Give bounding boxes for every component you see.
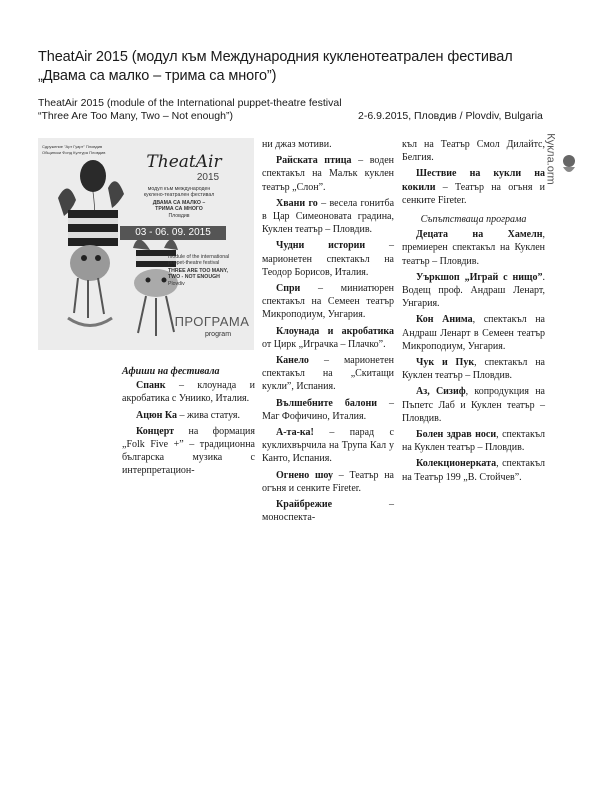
poster-org-1: Сдружение "Арт Гуарт" Пловдив <box>42 144 103 149</box>
paragraph: ни джаз мотиви. <box>262 139 332 150</box>
poster-bg-line-2: кукленo-театрален фестивал <box>143 192 215 198</box>
event-description: . Водещ проф. Андраш Ленарт, Унгария. <box>402 271 545 310</box>
event-name: Децата на Хамелн <box>416 229 543 241</box>
section-heading-side-program: Съпътстваща програма <box>420 214 527 226</box>
paragraph <box>262 197 394 237</box>
event-name: Клоунада и акробатика <box>276 325 394 337</box>
event-name: Концерт <box>136 425 175 437</box>
event-name: Райската птица <box>276 155 352 167</box>
event-name: А-та-ка! <box>276 427 314 439</box>
paragraph <box>122 379 255 405</box>
event-description: , спектакъл на Театър 199 „В. Стойчев”. <box>402 458 545 483</box>
text-column-2 <box>262 138 394 527</box>
event-name: Кон Анима <box>416 314 473 326</box>
event-description: – Театър на огъня и сенките Fireter. <box>262 469 394 494</box>
paragraph <box>262 282 394 322</box>
event-description: на формация „Folk Five +” – традиционна българска музика с интерпретацион- <box>122 425 255 477</box>
event-name: Крайбрежие <box>276 499 333 511</box>
paragraph <box>402 457 545 483</box>
event-description: – жива статуя. <box>177 409 241 421</box>
event-name: Спри <box>276 283 301 295</box>
paragraph <box>122 409 255 422</box>
event-description: – клоунада и акробатика с Униико, Италия. <box>122 380 255 405</box>
event-name: Хвани го <box>276 197 318 209</box>
paragraph <box>262 498 394 524</box>
logo-text: Кукла.orm <box>544 133 557 185</box>
poster-bg-line-1: модул към международен <box>147 186 211 192</box>
poster-program-bg: ПРОГРАМА <box>174 314 250 329</box>
event-name: Вълшебните балони <box>276 397 378 409</box>
paragraph <box>402 167 545 207</box>
poster-bg-line-5: Пловдив <box>168 213 190 219</box>
paragraph <box>402 428 545 454</box>
poster-date: 03 - 06. 09. 2015 <box>120 226 226 240</box>
magazine-logo <box>544 113 583 223</box>
poster-program-en: program <box>204 331 232 338</box>
dateline: 2-6.9.2015, Пловдив / Plovdiv, Bulgaria <box>358 110 543 122</box>
event-name: Колекционерката <box>416 458 497 470</box>
event-name: Шествие на кукли на кокили <box>402 168 545 193</box>
paragraph <box>122 425 255 478</box>
paragraph <box>262 426 394 466</box>
event-description: – Театър на огъня и сенките Fireter. <box>402 181 545 206</box>
paragraph <box>262 239 394 279</box>
event-name: Аз, Сизиф <box>416 386 466 398</box>
event-name: Огнено шоу <box>276 469 334 481</box>
event-name: Чук и Пук <box>416 357 475 369</box>
section-heading-posters: Афиши на фестивала <box>122 366 220 377</box>
paragraph <box>402 385 545 425</box>
paragraph <box>402 356 545 382</box>
poster-en-line-3: THREE ARE TOO MANY, <box>168 268 228 274</box>
paragraph <box>262 154 394 194</box>
event-description: – марионетен спектакъл на „Скитащи кукли”, Испания. <box>262 355 394 393</box>
event-name: Чудни истории <box>276 240 366 252</box>
event-description: – марионетен спектакъл на Теодор Борисов, Италия. <box>262 240 395 278</box>
poster-brand: TheatAir <box>146 152 222 172</box>
event-name: Спанк <box>136 380 166 392</box>
event-description: от Цирк „Игрaчка – Плачко”. <box>262 338 386 350</box>
text-column-3 <box>402 138 545 487</box>
poster-bg-line-4: ТРИМА СА МНОГО <box>155 206 203 212</box>
poster-en-line-4: TWO - NOT ENOUGH <box>168 274 220 280</box>
text-column-1 <box>122 365 255 481</box>
event-description: – весела гонитба в Цар Симеоновата градина, Куклен театър – Пловдив. <box>262 197 395 236</box>
event-description: – парад с куклихвърчила на Трупа Кал у Канто, Испания. <box>262 427 394 465</box>
article-title: TheatAir 2015 (модул към Международния кукленотеатрален фестивал „Двама са малко – трима са много”) <box>38 49 513 84</box>
event-description: , копродукция на Пъпетс Лаб и Куклен театър – Пловдив. <box>402 386 545 424</box>
event-description: , премиерен спектакъл на Куклен театър – Пловдив. <box>402 229 545 267</box>
event-description: – моноспекта- <box>262 499 394 524</box>
poster-bg-line-3: ДВАМА СА МАЛКО – <box>152 200 206 206</box>
event-name: Уъркшоп „Играй с нищо” <box>416 271 543 283</box>
event-description: – Маг Фофичино, Италия. <box>262 397 394 422</box>
event-description: , спектакъл на Андраш Ленарт в Семеен театър Микроподиум, Унгария. <box>402 314 545 352</box>
event-name: Болен здрав носи <box>416 429 497 441</box>
event-name: Канело <box>276 355 309 367</box>
event-description: – воден спектакъл на Малък куклен театър „Слон”. <box>262 155 394 193</box>
poster-en-line-5: Plovdiv <box>168 281 185 287</box>
poster-en-line-2: puppet-theatre festival <box>168 260 220 266</box>
event-name: Ацюн Ка <box>136 409 178 421</box>
poster-org-2: Общински Фонд Култура Пловдив <box>42 150 106 155</box>
paragraph <box>262 469 394 495</box>
event-description: , спектакъл на Куклен театър – Пловдив. <box>402 429 545 454</box>
paragraph: къл на Театър Смол Дилайтс, Белгия. <box>402 139 545 164</box>
paragraph <box>402 271 545 311</box>
paragraph <box>262 325 394 351</box>
poster-year: 2015 <box>196 172 220 183</box>
poster-en-line-1: module of the international <box>168 254 230 260</box>
paragraph <box>402 313 545 353</box>
article-subtitle: TheatAir 2015 (module of the International puppet-theatre festival “Three Are Too Many, Two – Not enough”) <box>38 97 342 122</box>
paragraph <box>262 397 394 423</box>
paragraph <box>262 354 394 394</box>
puppet-logo-icon <box>559 153 579 177</box>
festival-poster <box>38 138 254 350</box>
event-description: – миниатюрен спектакъл на Семеен театър Микроподиум, Унгария. <box>262 283 394 321</box>
paragraph <box>402 228 545 268</box>
event-description: , спектакъл на Куклен театър – Пловдив. <box>402 357 545 382</box>
